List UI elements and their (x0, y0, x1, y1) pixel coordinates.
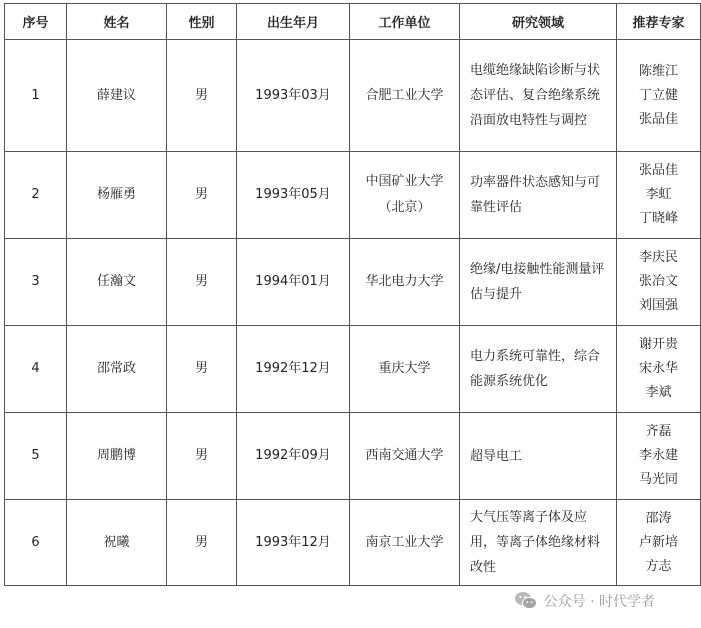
cell-unit: 合肥工业大学 (350, 40, 460, 152)
header-birth: 出生年月 (237, 4, 350, 40)
expert-name: 陈维江 (638, 63, 678, 79)
header-no: 序号 (5, 4, 67, 40)
expert-name: 马光同 (638, 472, 678, 487)
cell-unit: 中国矿业大学（北京） (350, 152, 460, 239)
cell-gender: 男 (167, 500, 237, 586)
expert-name: 李庆民 (638, 250, 678, 265)
cell-unit: 重庆大学 (350, 326, 460, 413)
table-row (5, 500, 701, 586)
cell-gender: 男 (167, 413, 237, 500)
cell-field: 电力系统可靠性，综合能源系统优化 (460, 326, 617, 413)
table-row (5, 152, 701, 239)
cell-experts (617, 239, 701, 326)
cell-field: 电缆绝缘缺陷诊断与状态评估、复合绝缘系统沿面放电特性与调控 (460, 40, 617, 152)
cell-birth: 1992年09月 (237, 413, 350, 500)
table-row (5, 40, 701, 152)
header-name: 姓名 (67, 4, 167, 40)
cell-name: 杨雁勇 (67, 152, 167, 239)
header-gender: 性别 (167, 4, 237, 40)
cell-experts (617, 500, 701, 586)
cell-no: 4 (5, 326, 67, 413)
header-experts: 推荐专家 (617, 4, 701, 40)
expert-name: 卢新培 (638, 534, 678, 550)
watermark-text: 公众号 · 时代学者 (543, 594, 655, 610)
cell-no: 1 (5, 40, 67, 152)
cell-name: 薛建议 (67, 40, 167, 152)
table-row (5, 326, 701, 413)
expert-name: 邵涛 (645, 510, 672, 526)
expert-name: 李斌 (645, 385, 672, 400)
cell-field: 功率器件状态感知与可靠性评估 (460, 152, 617, 239)
watermark (514, 590, 655, 612)
cell-name: 邵常政 (67, 326, 167, 413)
table-row (5, 413, 701, 500)
cell-birth: 1993年03月 (237, 40, 350, 152)
cell-unit: 南京工业大学 (350, 500, 460, 586)
cell-name: 任瀚文 (67, 239, 167, 326)
table-header-row (5, 4, 701, 40)
cell-birth: 1993年05月 (237, 152, 350, 239)
wechat-icon (514, 590, 538, 612)
cell-no: 2 (5, 152, 67, 239)
expert-name: 齐磊 (645, 424, 672, 439)
cell-birth: 1993年12月 (237, 500, 350, 586)
cell-experts (617, 152, 701, 239)
expert-name: 宋永华 (638, 361, 678, 376)
cell-name: 周鹏博 (67, 413, 167, 500)
cell-experts (617, 326, 701, 413)
cell-gender: 男 (167, 152, 237, 239)
expert-name: 方志 (645, 558, 672, 574)
cell-field: 超导电工 (460, 413, 617, 500)
candidate-table (4, 3, 701, 586)
cell-field: 大气压等离子体及应用，等离子体绝缘材料改性 (460, 500, 617, 586)
cell-name: 祝曦 (67, 500, 167, 586)
header-unit: 工作单位 (350, 4, 460, 40)
cell-birth: 1992年12月 (237, 326, 350, 413)
cell-field: 绝缘/电接触性能测量评估与提升 (460, 239, 617, 326)
cell-gender: 男 (167, 326, 237, 413)
expert-name: 李永建 (638, 448, 678, 463)
expert-name: 李虹 (645, 187, 672, 202)
cell-gender: 男 (167, 239, 237, 326)
cell-no: 3 (5, 239, 67, 326)
table-row (5, 239, 701, 326)
expert-name: 丁立健 (638, 87, 678, 103)
cell-no: 6 (5, 500, 67, 586)
expert-name: 张冶文 (638, 274, 678, 289)
expert-name: 谢开贵 (638, 337, 678, 352)
cell-experts (617, 40, 701, 152)
expert-name: 张品佳 (638, 111, 678, 127)
cell-experts (617, 413, 701, 500)
cell-no: 5 (5, 413, 67, 500)
cell-unit: 西南交通大学 (350, 413, 460, 500)
cell-gender: 男 (167, 40, 237, 152)
cell-birth: 1994年01月 (237, 239, 350, 326)
expert-name: 丁晓峰 (638, 211, 678, 226)
header-field: 研究领域 (460, 4, 617, 40)
expert-name: 刘国强 (638, 298, 678, 313)
expert-name: 张品佳 (638, 163, 678, 178)
cell-unit: 华北电力大学 (350, 239, 460, 326)
